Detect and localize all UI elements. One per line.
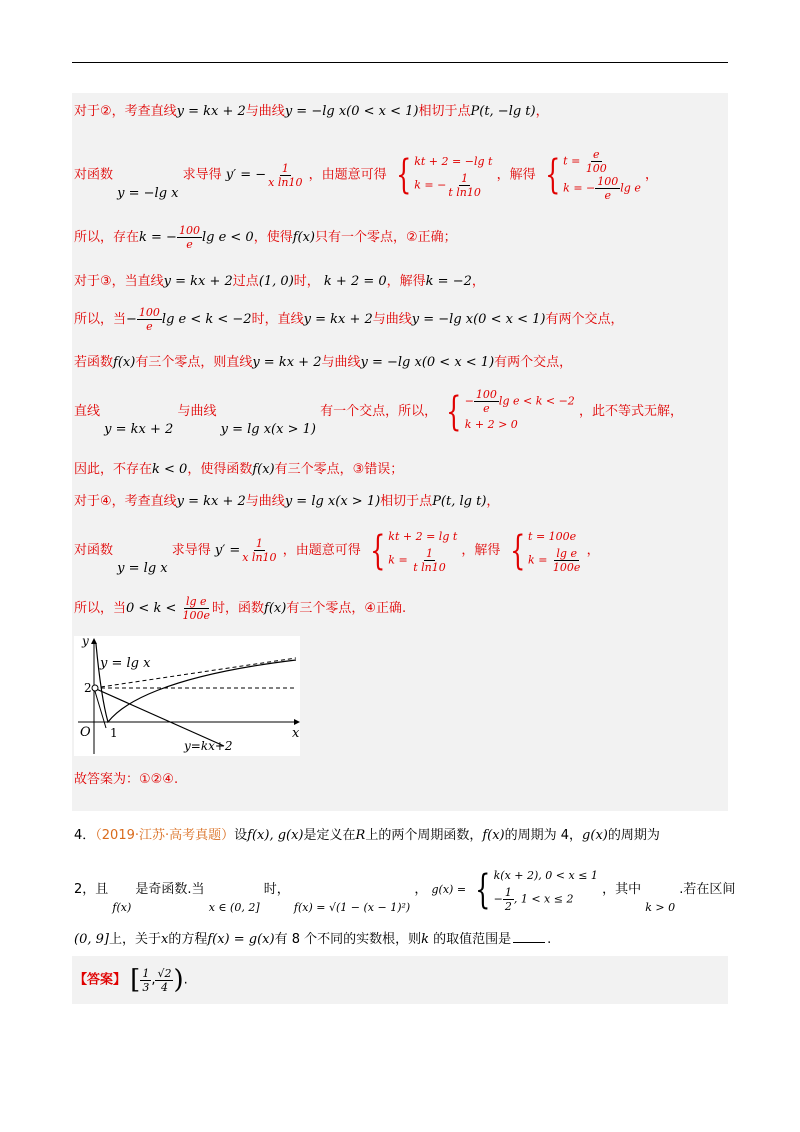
math: k > 0 [645, 901, 676, 914]
text: 有两个交点， [494, 355, 573, 370]
question-source: （2019·江苏·高考真题） [95, 828, 235, 843]
math: y′ = − [225, 167, 267, 183]
math: (0, 9] [74, 932, 109, 947]
text: 过点 [232, 274, 259, 289]
text: 时， [263, 882, 290, 897]
text: 与曲线 [245, 104, 285, 119]
text: 上，关于 [108, 932, 161, 947]
solution-line-7 [74, 388, 683, 435]
math: y = kx + 2 [176, 104, 246, 119]
answer-label: 【答案】 [74, 972, 127, 988]
text: 时，函数 [212, 601, 265, 616]
math: f(x) [252, 462, 275, 477]
denominator: 100 [585, 162, 607, 175]
text: ，其中 [602, 882, 642, 897]
system-row: kt + 2 = lg t [388, 530, 458, 543]
numerator: e [593, 148, 600, 161]
text: ，使得 [253, 230, 293, 245]
equation-system [391, 152, 493, 199]
math: lg e [620, 181, 641, 195]
text: ，解得 [386, 274, 426, 289]
math: k = − [139, 230, 177, 245]
math: y = −lg x [117, 185, 179, 201]
tick-label-2: 2 [84, 681, 92, 695]
math: y = kx + 2 [303, 312, 373, 327]
text: 时， [293, 274, 320, 289]
numerator: 100 [178, 224, 200, 237]
text: 2，且 [74, 882, 109, 897]
math: g(x) = [431, 883, 467, 896]
text: 有两个交点， [545, 312, 624, 327]
system-row: kt + 2 = −lg t [414, 154, 493, 168]
numerator: 1 [255, 537, 263, 550]
left-bracket: [ [130, 965, 141, 995]
x-axis-arrow [294, 719, 300, 725]
solution-line-3 [74, 224, 457, 251]
curve-label: y = lg x [100, 656, 151, 671]
point-0-2 [92, 685, 98, 691]
math: lg e < k < −2 [161, 312, 252, 327]
text: 所以，当 [74, 601, 127, 616]
answer-line [74, 965, 188, 995]
system-row: k(x + 2), 0 < x ≤ 1 [493, 869, 598, 882]
denominator: e [146, 320, 153, 333]
denominator: e [186, 238, 193, 251]
math: y = kx + 2 [252, 355, 322, 370]
text: 直线 [74, 404, 101, 419]
math: t = [563, 154, 581, 168]
denominator: 100e [552, 561, 581, 574]
math: y = lg x [117, 561, 168, 576]
math: y = kx + 2 [176, 494, 246, 509]
text: 时，直线 [251, 312, 304, 327]
math: − [464, 394, 474, 408]
text: . [183, 972, 188, 988]
math: R [355, 828, 366, 843]
text: ， [644, 167, 658, 183]
text: 所以，存在 [74, 230, 140, 245]
math: f(x) [292, 230, 315, 245]
numerator: 1 [281, 161, 289, 175]
text: 对函数 [74, 543, 114, 558]
text: . [547, 932, 552, 947]
text: 求导得 [171, 543, 211, 558]
header-rule [72, 62, 728, 63]
text: 相切于点 [418, 104, 471, 119]
text: ，由题意可得 [308, 167, 387, 183]
text: 与曲线 [321, 355, 361, 370]
numerator: lg e [185, 595, 207, 608]
text: 若函数 [74, 355, 114, 370]
text: ， [471, 274, 485, 289]
text: 因此，不存在 [74, 462, 153, 477]
x-axis-label: x [292, 726, 300, 741]
text: 与曲线 [372, 312, 412, 327]
math: k < 0 [152, 462, 188, 477]
inequality-system [441, 388, 575, 435]
text: ， [586, 543, 600, 558]
math: − [126, 312, 137, 327]
numerator: 1 [504, 886, 512, 899]
numerator: 1 [461, 171, 469, 185]
math: k = −2 [425, 274, 472, 289]
denominator: 2 [504, 900, 512, 913]
numerator: √2 [157, 966, 172, 980]
math: f(x), g(x) [247, 828, 304, 843]
solution-line-10 [74, 527, 600, 574]
math: x ∈ (0, 2] [208, 901, 260, 914]
comma: , [151, 972, 156, 988]
brace: { [369, 527, 386, 574]
text: 有一个交点，所以， [320, 404, 438, 419]
numerator: 100 [475, 388, 497, 401]
text: 对函数 [74, 167, 114, 183]
text: 有三个零点，则直线 [135, 355, 253, 370]
math: k = [388, 553, 408, 567]
graph-svg [74, 636, 300, 756]
math: lg e < 0 [201, 230, 254, 245]
text: ， [486, 494, 500, 509]
question-4-line-3 [74, 928, 551, 947]
question-4-line-2 [74, 866, 735, 913]
math: y = −lg x(0 < x < 1) [411, 312, 546, 327]
answer-summary [74, 768, 178, 787]
solution-line-4 [74, 270, 485, 289]
math: f(x) = g(x) [207, 932, 275, 947]
solution-line-11 [74, 595, 406, 622]
text: 有三个零点，④正确. [286, 601, 407, 616]
text: 只有一个零点，②正确； [315, 230, 457, 245]
text: 对于②，考查直线 [74, 104, 177, 119]
math: P(t, lg t) [432, 494, 487, 509]
y-axis-arrow [91, 638, 97, 644]
math: k [421, 932, 430, 947]
text: 是奇函数.当 [135, 882, 205, 897]
question-4-line-1 [74, 824, 660, 843]
tick-label-1: 1 [110, 726, 118, 740]
text: ，解得 [496, 167, 536, 183]
text: 上的两个周期函数， [365, 828, 483, 843]
numerator: 1 [142, 966, 150, 980]
text: 相切于点 [380, 494, 433, 509]
fraction [266, 162, 304, 189]
denominator: t ln10 [413, 561, 446, 574]
math: (1, 0) [258, 274, 294, 289]
text: 与曲线 [245, 494, 285, 509]
math: f(x) [264, 601, 287, 616]
math: f(x) = √(1 − (x − 1)²) [293, 901, 411, 914]
text: 的方程 [168, 932, 208, 947]
math: lg e < k < −2 [498, 394, 575, 408]
text: ，解得 [461, 543, 501, 558]
denominator: x ln10 [268, 175, 303, 189]
numerator: 100 [597, 175, 619, 188]
line-label: y=kx+2 [184, 739, 233, 753]
denominator: x ln10 [242, 551, 277, 564]
text: 的周期为 4， [504, 828, 583, 843]
text: ，此不等式无解， [578, 404, 683, 419]
math: y = −lg x(0 < x < 1) [284, 104, 419, 119]
math: y = kx + 2 [104, 422, 174, 437]
math: f(x) [112, 901, 132, 914]
text: 有 8 个不同的实数根，则 [274, 932, 422, 947]
denominator: 4 [160, 980, 168, 994]
right-paren: ) [173, 965, 184, 995]
math: f(x) [482, 828, 505, 843]
math: y = lg x(x > 1) [220, 422, 316, 437]
numerator: lg e [556, 547, 577, 560]
text: 的周期为 [607, 828, 660, 843]
math: k = [528, 553, 548, 567]
text: 有三个零点，③错误； [274, 462, 404, 477]
text: 对于④，考查直线 [74, 494, 177, 509]
text: 是定义在 [303, 828, 356, 843]
solution-line-2 [74, 148, 658, 202]
question-number: 4． [74, 828, 96, 843]
brace: { [544, 152, 561, 198]
solution-system [540, 148, 641, 202]
text: ，使得函数 [187, 462, 253, 477]
text: 求导得 [182, 167, 222, 183]
answer-text: 故答案为：①②④. [74, 772, 179, 787]
math: g(x) [582, 828, 608, 843]
math: y = lg x(x > 1) [284, 494, 381, 509]
text: .若在区间 [679, 882, 736, 897]
brace: { [395, 152, 412, 198]
solution-line-1 [74, 100, 549, 119]
math: x [160, 932, 169, 947]
solution-line-6 [74, 351, 572, 370]
system-row: t = 100e [528, 530, 577, 543]
answer-blank [513, 942, 545, 943]
text: 的取值范围是 [433, 932, 512, 947]
math: y = kx + 2 [163, 274, 233, 289]
y-axis-label: y [82, 636, 89, 648]
equation-system [365, 527, 457, 574]
solution-line-9 [74, 490, 499, 509]
math: k + 2 = 0 [323, 274, 387, 289]
system-row: k + 2 > 0 [464, 418, 518, 431]
math: − [493, 892, 503, 906]
denominator: 100e [182, 609, 211, 622]
math: 0 < k < [126, 601, 177, 616]
denominator: e [483, 402, 490, 415]
text: 与曲线 [177, 404, 217, 419]
text: ，由题意可得 [282, 543, 361, 558]
numerator: 1 [425, 547, 433, 560]
function-graph [74, 636, 300, 756]
solution-line-5 [74, 306, 623, 333]
brace: { [446, 388, 462, 435]
math: k = − [414, 178, 447, 191]
math: k = − [563, 181, 596, 195]
text: 设 [234, 828, 248, 843]
denominator: e [604, 189, 612, 202]
math: y′ = [214, 543, 241, 558]
text: 对于③，当直线 [74, 274, 164, 289]
math: P(t, −lg t) [470, 104, 536, 119]
origin-label: O [80, 725, 91, 740]
text: 所以，当 [74, 312, 127, 327]
piecewise-system [470, 866, 598, 913]
math: f(x) [113, 355, 136, 370]
math: y = −lg x(0 < x < 1) [360, 355, 495, 370]
text: ， [535, 104, 549, 119]
solution-system [505, 527, 583, 574]
denominator: t ln10 [448, 185, 481, 199]
text: ， [414, 882, 428, 897]
denominator: 3 [142, 980, 150, 994]
brace: { [509, 527, 525, 574]
solution-line-8 [74, 458, 403, 477]
numerator: 100 [138, 306, 160, 319]
brace: { [475, 866, 491, 913]
math: , 1 < x ≤ 2 [513, 892, 574, 906]
